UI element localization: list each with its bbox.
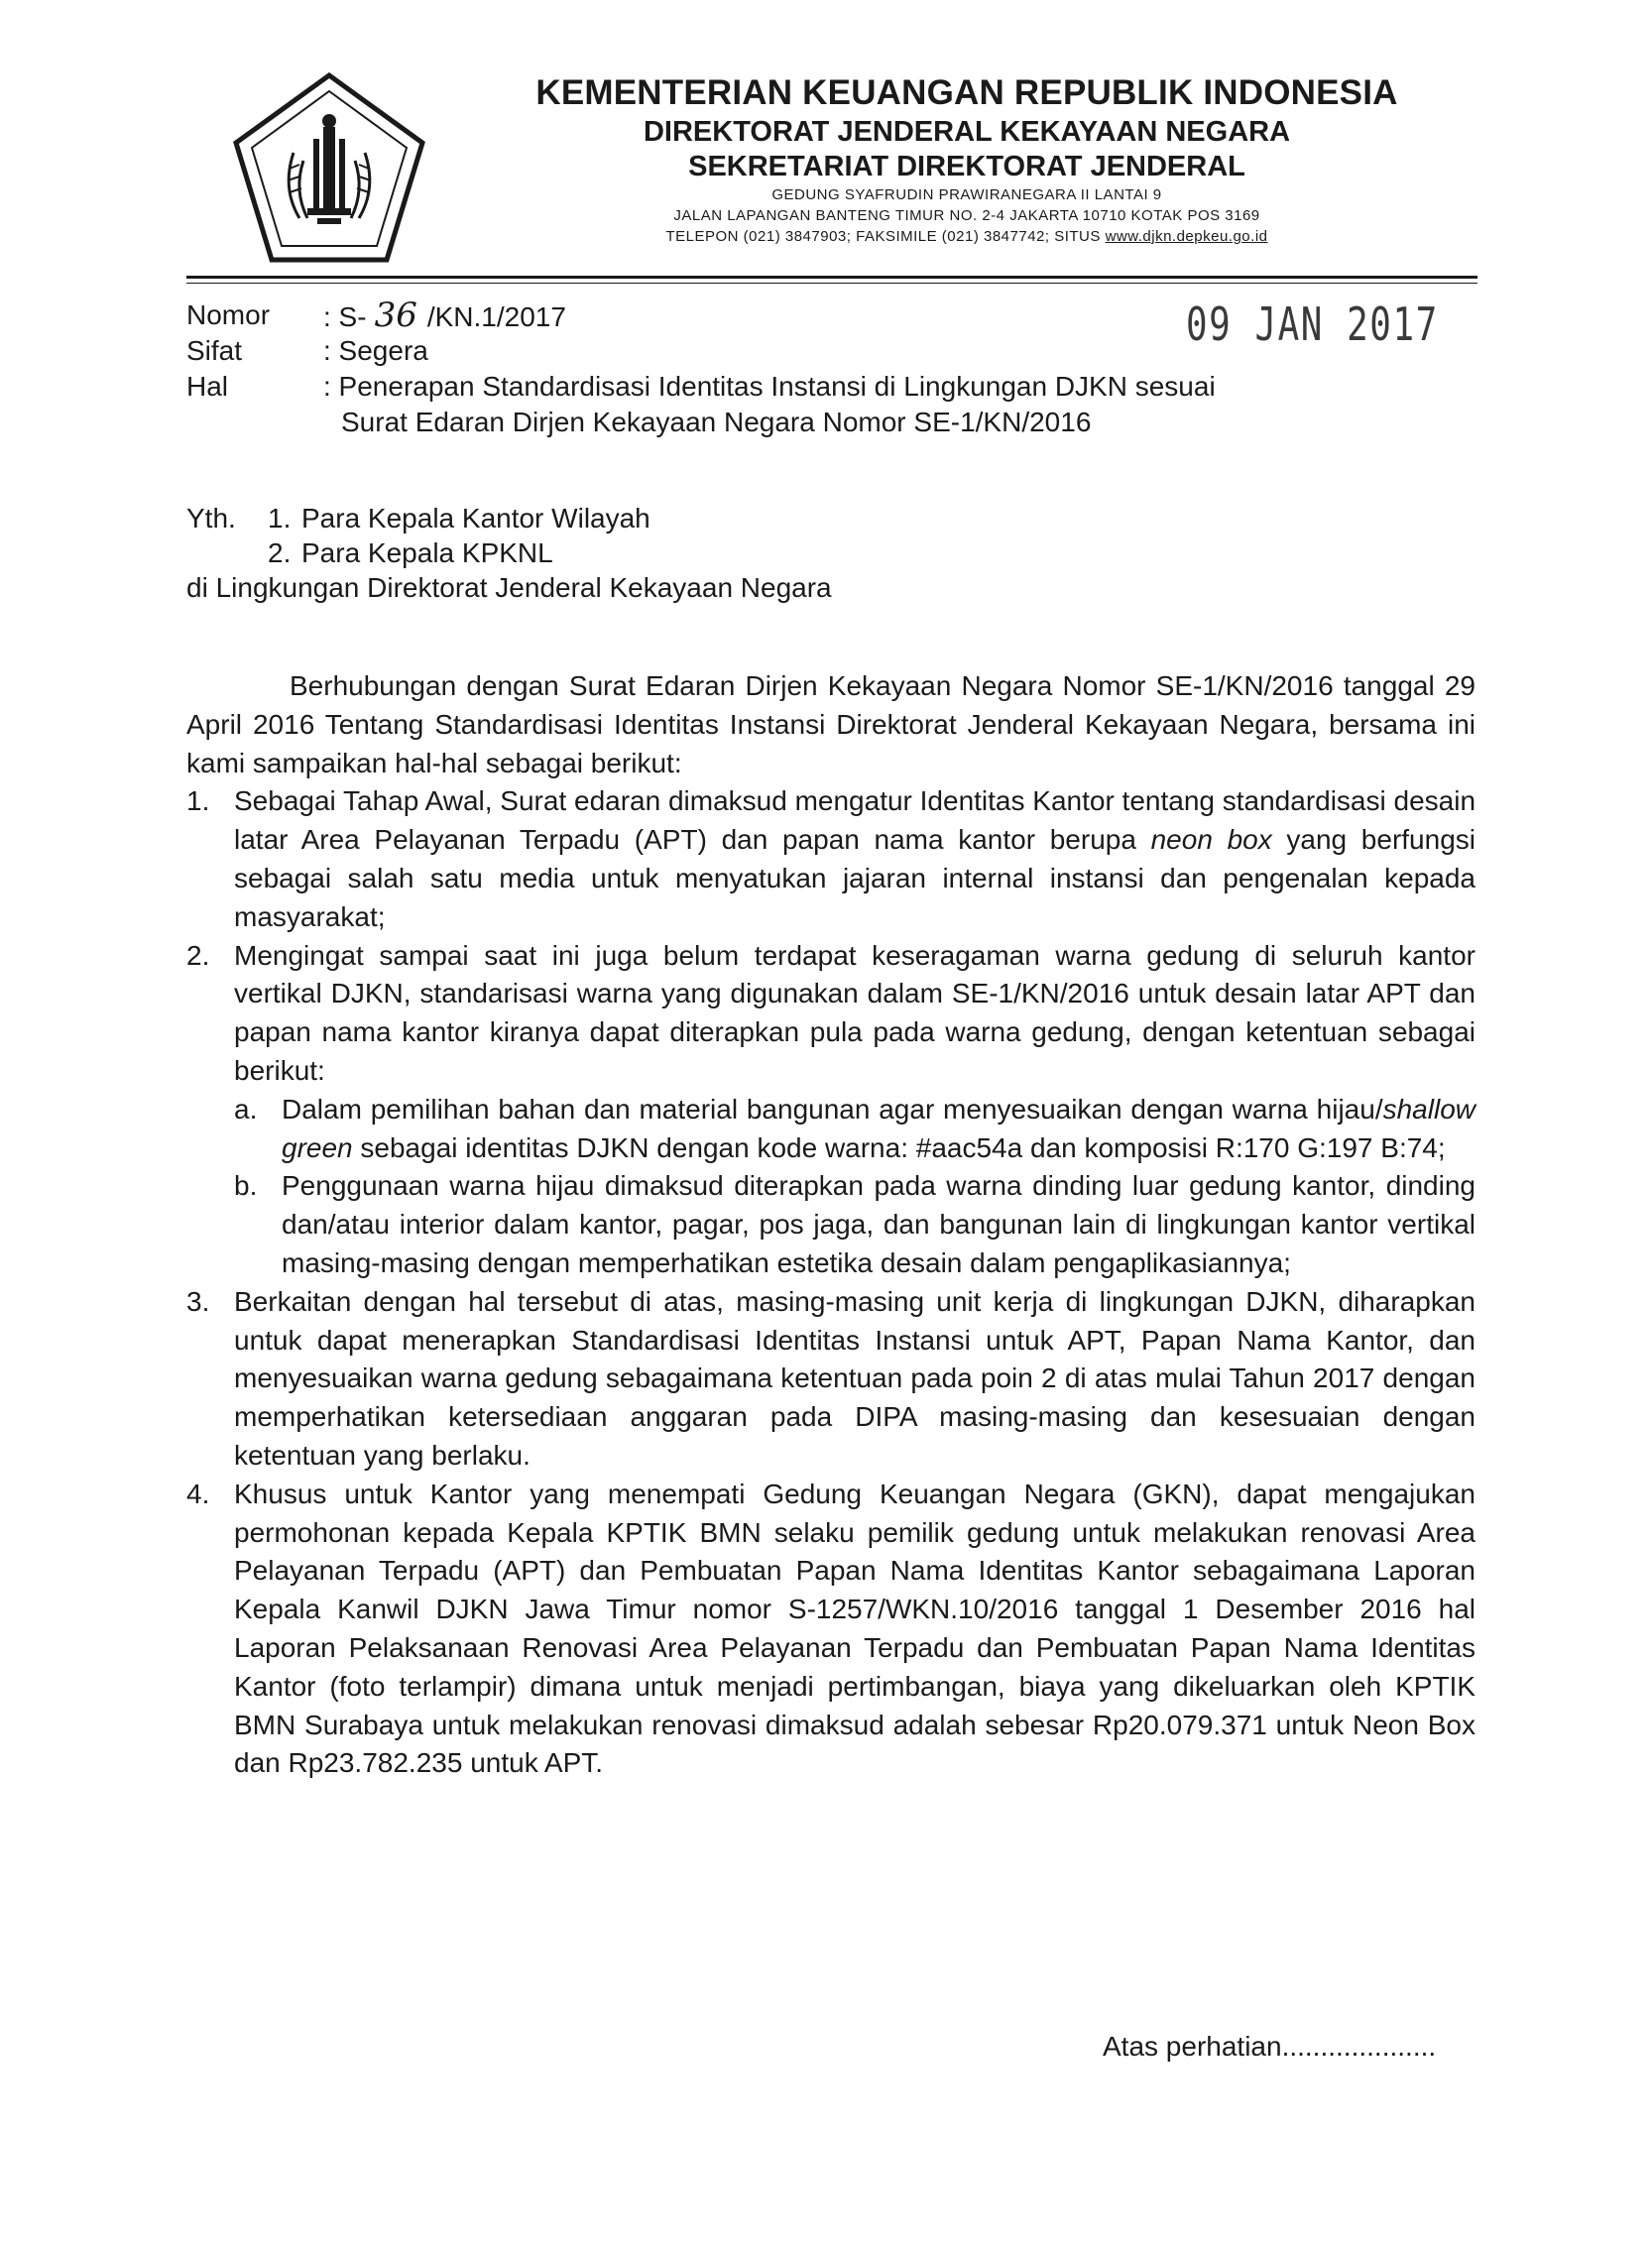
letter-body [186, 667, 1475, 1783]
nomor-prefix: : S- [323, 301, 367, 332]
point-2-text: Mengingat sampai saat ini juga belum terdapat keseragaman warna gedung di seluruh kantor vertikal DJKN, standarisasi warna yang digunakan dalam SE-1/KN/2016 untuk desain latar APT dan papan nama kantor kiranya dapat diterapkan pula pada warna gedung, dengan ketentuan sebagai berikut: [234, 939, 1475, 1086]
closing-line: Atas perhatian.................... [1103, 2031, 1437, 2062]
hal-line-2: Surat Edaran Dirjen Kekayaan Negara Nomor SE-1/KN/2016 [341, 407, 1092, 437]
sifat-value: : Segera [323, 335, 428, 366]
hal-line-1: : Penerapan Standardisasi Identitas Instansi di Lingkungan DJKN sesuai [323, 371, 1216, 402]
nomor-value [323, 297, 566, 335]
street-line: JALAN LAPANGAN BANTENG TIMUR NO. 2-4 JAKARTA 10710 KOTAK POS 3169 [673, 207, 1260, 224]
hal-label: Hal [186, 371, 229, 402]
point-1-number: 1. [186, 785, 210, 817]
contact-text: TELEPON (021) 3847903; FAKSIMILE (021) 3847742; SITUS [665, 228, 1106, 245]
point-2-number: 2. [186, 939, 210, 971]
point-2b-letter: b. [234, 1170, 258, 1202]
point-2a-emphasis: shallow green [282, 1093, 1475, 1163]
yth-label: Yth. [186, 503, 236, 533]
nomor-suffix: /KN.1/2017 [426, 301, 566, 332]
point-3 [186, 1283, 1475, 1476]
recipient-1-number: 1. [268, 503, 292, 533]
ministry-emblem-icon [230, 69, 428, 268]
recipient-1: Para Kepala Kantor Wilayah [301, 503, 650, 533]
point-1-emphasis: neon box [1150, 824, 1272, 856]
addressee-location: di Lingkungan Direktorat Jenderal Kekayaan Negara [186, 572, 832, 603]
point-1-text-b: yang berfungsi sebagai salah satu media untuk menyatukan jajaran internal instansi dan pengenalan kepada masyarakat; [234, 824, 1475, 932]
point-1-text-a: Sebagai Tahap Awal, Surat edaran dimaksud mengatur Identitas Kantor tentang standardisasi desain latar Area Pelayanan Terpadu (APT) dan papan nama kantor berupa [234, 785, 1476, 856]
point-2b [186, 1167, 1475, 1282]
sifat-label: Sifat [186, 335, 243, 366]
point-2a-text-2: sebagai identitas DJKN dengan kode warna: #aac54a dan komposisi R:170 G:197 B:74; [352, 1131, 1446, 1163]
contact-line [466, 226, 1468, 247]
date-stamp: 09 JAN 2017 [1186, 297, 1439, 351]
nomor-label: Nomor [186, 299, 271, 330]
addressee-row-1 [186, 501, 650, 536]
secretariat-name: SEKRETARIAT DIREKTORAT JENDERAL [688, 151, 1245, 182]
point-2a-text-1: Dalam pemilihan bahan dan material bangunan agar menyesuaikan dengan warna hijau/ [282, 1093, 1383, 1125]
intro-paragraph: Berhubungan dengan Surat Edaran Dirjen Kekayaan Negara Nomor SE-1/KN/2016 tanggal 29 April 2016 Tentang Standardisasi Identitas Instansi Direktorat Jenderal Kekayaan Negara, bersama ini kami sampaikan hal-hal sebagai berikut: [186, 670, 1475, 778]
building-line: GEDUNG SYAFRUDIN PRAWIRANEGARA II LANTAI 9 [771, 186, 1162, 203]
recipient-2: Para Kepala KPKNL [301, 537, 553, 568]
point-2a-letter: a. [234, 1093, 258, 1125]
letterhead [466, 71, 1468, 247]
letterhead-divider [186, 276, 1477, 279]
point-4-text: Khusus untuk Kantor yang menempati Gedung Keuangan Negara (GKN), dapat mengajukan permohonan kepada Kepala KPTIK BMN selaku pemilik gedung untuk melakukan renovasi Area Pelayanan Terpadu (APT) dan Pembuatan Papan Nama Identitas Kantor sebagaimana Laporan Kepala Kanwil DJKN Jawa Timur nomor S-1257/WKN.10/2016 tanggal 1 Desember 2016 hal Laporan Pelaksanaan Renovasi Area Pelayanan Terpadu dan Pembuatan Papan Nama Identitas Kantor (foto terlampir) dimana untuk menjadi pertimbangan, biaya yang dikeluarkan oleh KPTIK BMN Surabaya untuk melakukan renovasi dimaksud adalah sebesar Rp20.079.371 untuk Neon Box dan Rp23.782.235 untuk APT. [234, 1478, 1475, 1779]
point-4-number: 4. [186, 1478, 210, 1509]
point-3-text: Berkaitan dengan hal tersebut di atas, masing-masing unit kerja di lingkungan DJKN, diharapkan untuk dapat menerapkan Standardisasi Identitas Instansi untuk APT, Papan Nama Kantor, dan menyesuaikan warna gedung sebagaimana ketentuan pada poin 2 di atas mulai Tahun 2017 dengan memperhatikan ketersediaan anggaran pada DIPA masing-masing dan kesesuaian dengan ketentuan yang berlaku. [234, 1285, 1475, 1471]
nomor-handwritten: 36 [374, 296, 417, 335]
ministry-name: KEMENTERIAN KEUANGAN REPUBLIK INDONESIA [535, 73, 1398, 112]
point-4 [186, 1476, 1475, 1783]
letterhead-divider-thin [186, 283, 1477, 284]
point-3-number: 3. [186, 1285, 210, 1317]
point-2b-text: Penggunaan warna hijau dimaksud diterapkan pada warna dinding luar gedung kantor, dinding dan/atau interior dalam kantor, pagar, pos jaga, dan bangunan lain di lingkungan kantor vertikal masing-masing dengan memperhatikan estetika desain dalam pengaplikasiannya; [282, 1170, 1475, 1278]
website-link[interactable]: www.djkn.depkeu.go.id [1105, 228, 1268, 245]
point-2 [186, 937, 1475, 1091]
recipient-2-number: 2. [268, 537, 292, 568]
point-2a [186, 1091, 1475, 1168]
point-1 [186, 782, 1475, 936]
directorate-name: DIREKTORAT JENDERAL KEKAYAAN NEGARA [643, 116, 1291, 148]
